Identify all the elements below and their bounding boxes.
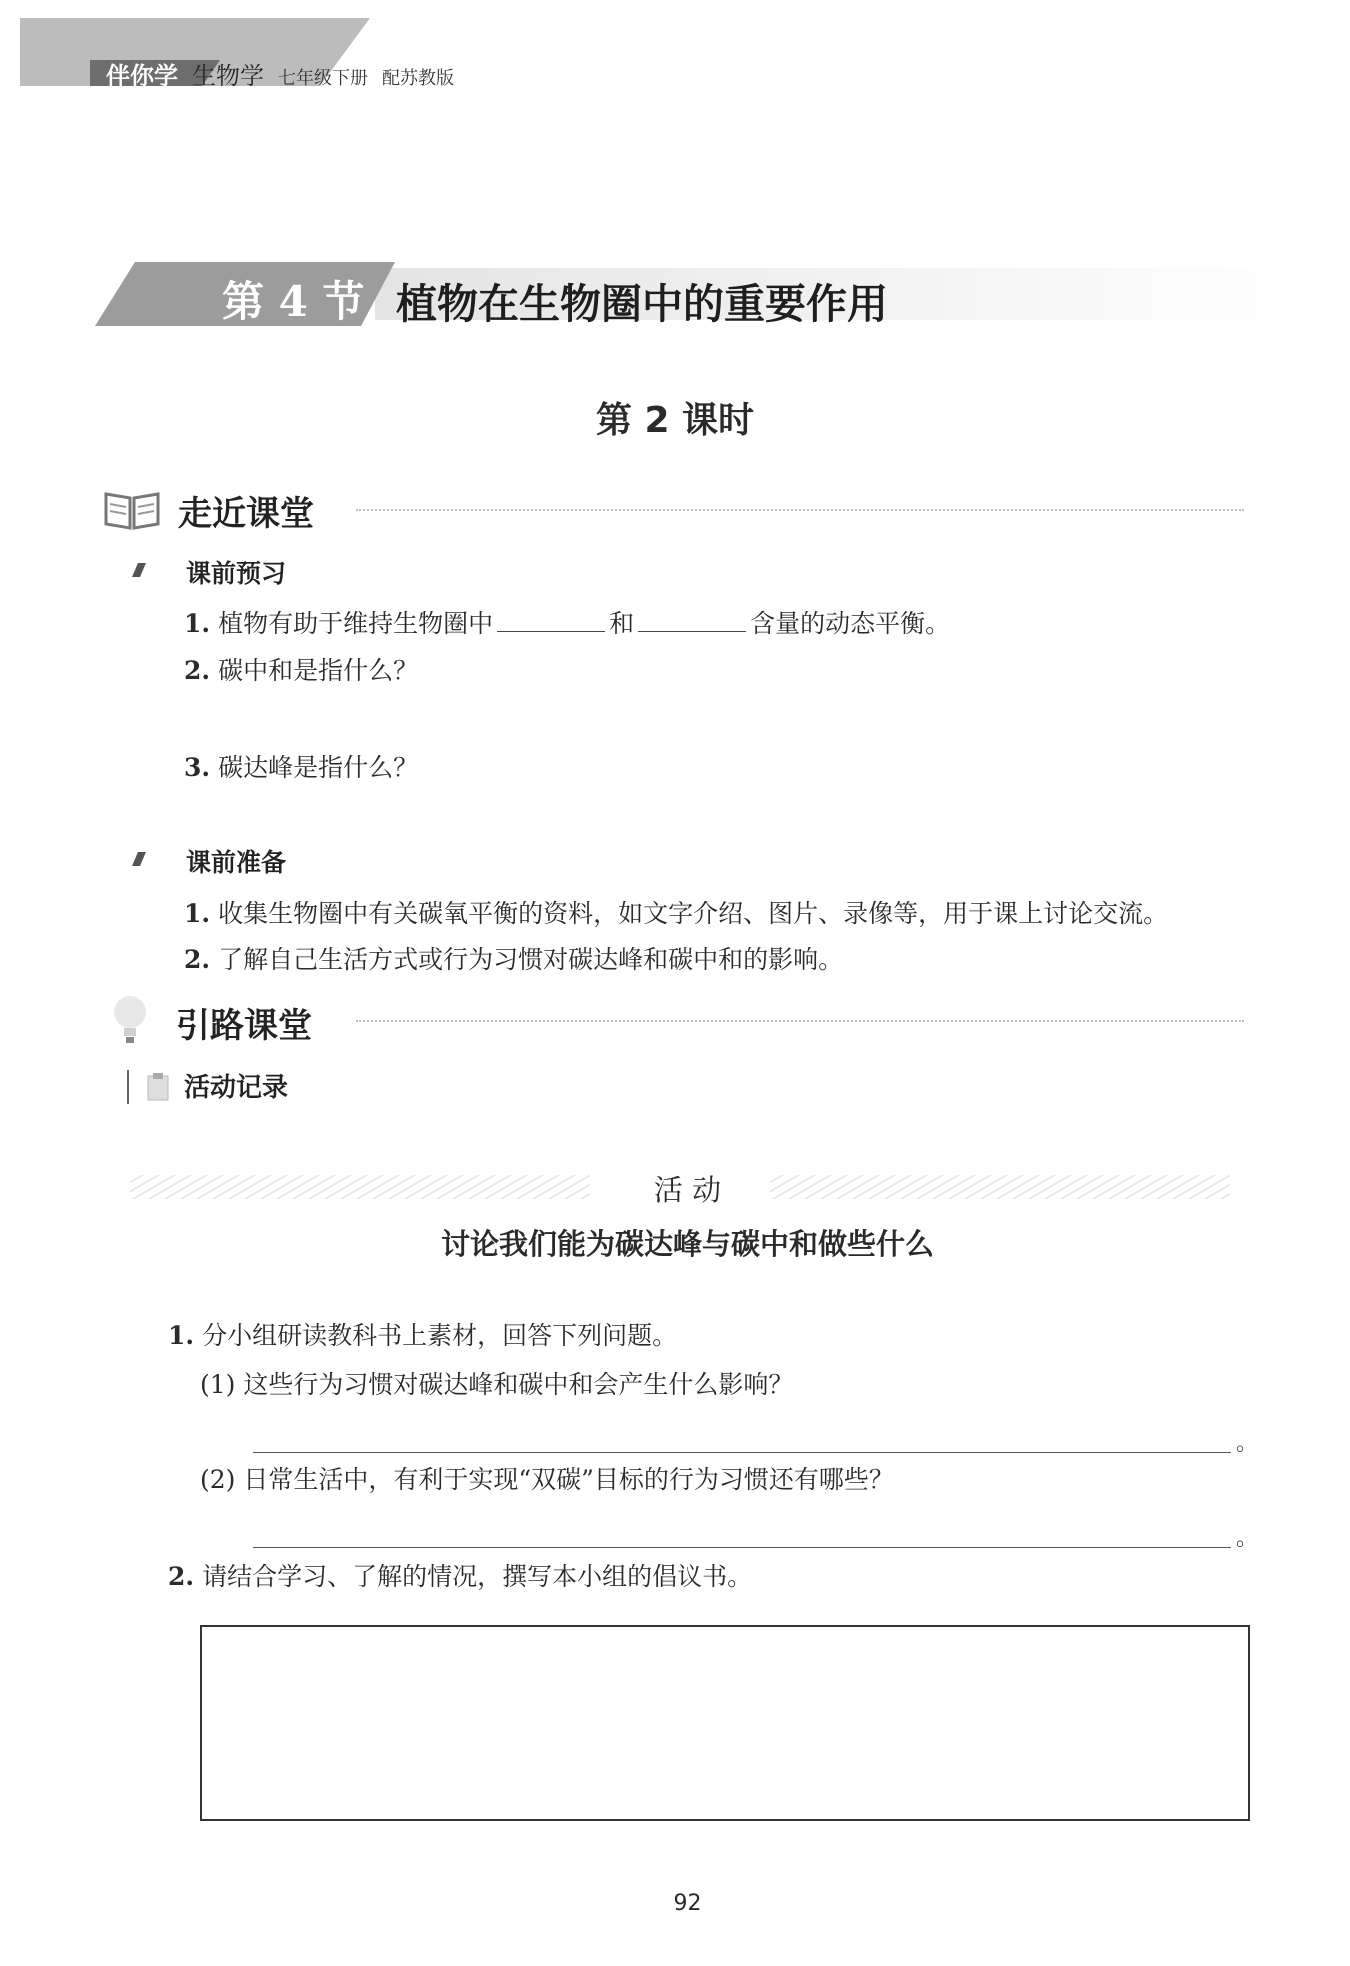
- item-number: 1.: [184, 899, 211, 928]
- answer-end-mark: 。: [1236, 1526, 1259, 1551]
- module2-title: 引路课堂: [176, 1006, 312, 1046]
- item-number: 1.: [168, 1321, 195, 1350]
- prepare-item-2: [184, 940, 843, 976]
- module2-divider: [356, 1020, 1244, 1022]
- section-number: 第 4 节: [222, 277, 365, 326]
- record-label: 活动记录: [184, 1073, 289, 1103]
- item-text: 碳达峰是指什么？: [218, 753, 419, 782]
- item-text: 碳中和是指什么？: [218, 656, 419, 685]
- clipboard-icon: [146, 1072, 170, 1102]
- item-number: 2.: [184, 945, 211, 974]
- fill-blank-1[interactable]: [497, 611, 605, 632]
- proposal-answer-box[interactable]: [200, 1625, 1250, 1821]
- preview-label: 课前预习: [186, 559, 287, 588]
- prepare-bullet-icon: [132, 852, 146, 866]
- question-text: 分小组研读教科书上素材，回答下列问题。: [202, 1321, 678, 1350]
- answer-end-mark: 。: [1236, 1431, 1259, 1456]
- page-number: 92: [673, 1891, 702, 1916]
- question-1-sub-1: (1) 这些行为习惯对碳达峰和碳中和会产生什么影响？: [200, 1370, 794, 1399]
- header-brand: 伴你学: [106, 62, 178, 90]
- book-icon: [102, 484, 162, 534]
- module1-title: 走近课堂: [178, 494, 314, 534]
- section-title: 植物在生物圈中的重要作用: [396, 280, 888, 328]
- item-text: 收集生物圈中有关碳氧平衡的资料，如文字介绍、图片、录像等，用于课上讨论交流。: [218, 899, 1169, 928]
- header-grade: 七年级下册: [278, 68, 368, 89]
- item-text: 了解自己生活方式或行为习惯对碳达峰和碳中和的影响。: [218, 945, 844, 974]
- prepare-item-1: [184, 894, 1168, 930]
- preview-item-3: [184, 748, 418, 784]
- activity-label: 活 动: [653, 1173, 722, 1207]
- question-1: [168, 1316, 677, 1352]
- lesson-title: 第 2 课时: [595, 400, 755, 441]
- fill-blank-2[interactable]: [638, 611, 746, 632]
- lightbulb-icon: [102, 992, 162, 1048]
- item-number: 2.: [184, 656, 211, 685]
- prepare-label: 课前准备: [186, 848, 287, 877]
- item-number: 2.: [168, 1562, 195, 1591]
- record-bar: [127, 1070, 129, 1104]
- question-text: 请结合学习、了解的情况，撰写本小组的倡议书。: [202, 1562, 753, 1591]
- preview-bullet-icon: [132, 563, 146, 577]
- header-text: [106, 56, 454, 91]
- header-edition: 配苏教版: [382, 68, 454, 89]
- header-subject: 生物学: [192, 62, 264, 90]
- item-text: 含量的动态平衡。: [750, 609, 951, 638]
- item-number: 1.: [184, 609, 211, 638]
- activity-title: 讨论我们能为碳达峰与碳中和做些什么: [440, 1227, 934, 1261]
- question-1-sub-2: (2) 日常生活中，有利于实现“双碳”目标的行为习惯还有哪些？: [200, 1465, 894, 1494]
- item-text: 和: [609, 609, 635, 638]
- preview-item-1: [184, 604, 950, 640]
- item-text: 植物有助于维持生物圈中: [218, 609, 494, 638]
- answer-line-2[interactable]: [253, 1547, 1231, 1548]
- answer-line-1[interactable]: [253, 1452, 1231, 1453]
- question-2: [168, 1557, 752, 1593]
- preview-item-2: [184, 651, 418, 687]
- module1-divider: [356, 509, 1244, 511]
- item-number: 3.: [184, 753, 211, 782]
